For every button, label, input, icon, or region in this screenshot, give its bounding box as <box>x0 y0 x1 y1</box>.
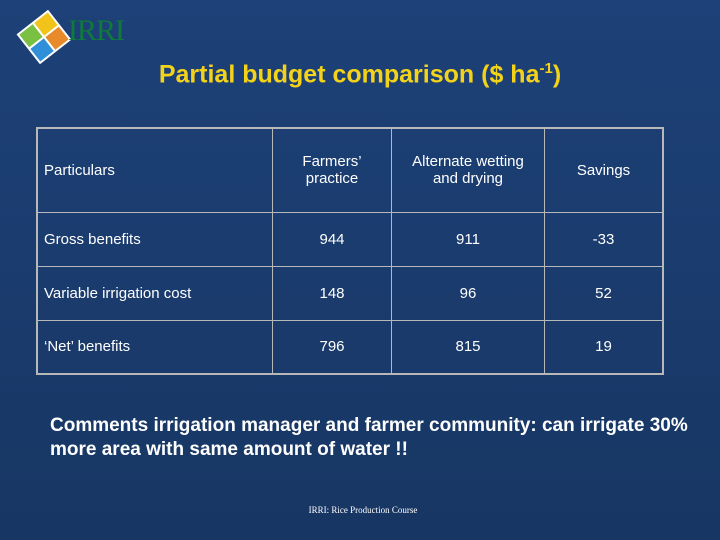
cell-savings: 52 <box>545 266 664 320</box>
budget-table <box>36 127 664 375</box>
header-awd: Alternate wetting and drying <box>392 128 545 212</box>
cell-awd: 911 <box>392 212 545 266</box>
cell-awd: 96 <box>392 266 545 320</box>
cell-farmers-practice: 796 <box>273 320 392 374</box>
cell-savings: -33 <box>545 212 664 266</box>
cell-awd: 815 <box>392 320 545 374</box>
cell-farmers-practice: 148 <box>273 266 392 320</box>
irri-logo <box>14 6 134 66</box>
header-farmers-practice: Farmers’ practice <box>273 128 392 212</box>
title-superscript: -1 <box>539 60 553 77</box>
logo-text: IRRI <box>68 14 124 47</box>
comments-text: Comments irrigation manager and farmer community: can irrigate 30% more area with same amount of water !! <box>50 415 688 460</box>
slide-title <box>0 60 720 89</box>
irri-diamond-logo-icon <box>14 6 74 68</box>
cell-savings: 19 <box>545 320 664 374</box>
header-particulars: Particulars <box>37 128 273 212</box>
row-label: ‘Net’ benefits <box>37 320 273 374</box>
table-header-row <box>37 128 663 212</box>
title-close: ) <box>552 60 562 89</box>
cell-farmers-practice: 944 <box>273 212 392 266</box>
row-label: Variable irrigation cost <box>37 266 273 320</box>
footer-text: IRRI: Rice Production Course <box>308 505 418 515</box>
row-label: Gross benefits <box>37 212 273 266</box>
header-savings: Savings <box>545 128 664 212</box>
table-row <box>37 320 663 374</box>
title-main: Partial budget comparison ($ ha <box>158 60 540 89</box>
table-row <box>37 212 663 266</box>
table-row <box>37 266 663 320</box>
